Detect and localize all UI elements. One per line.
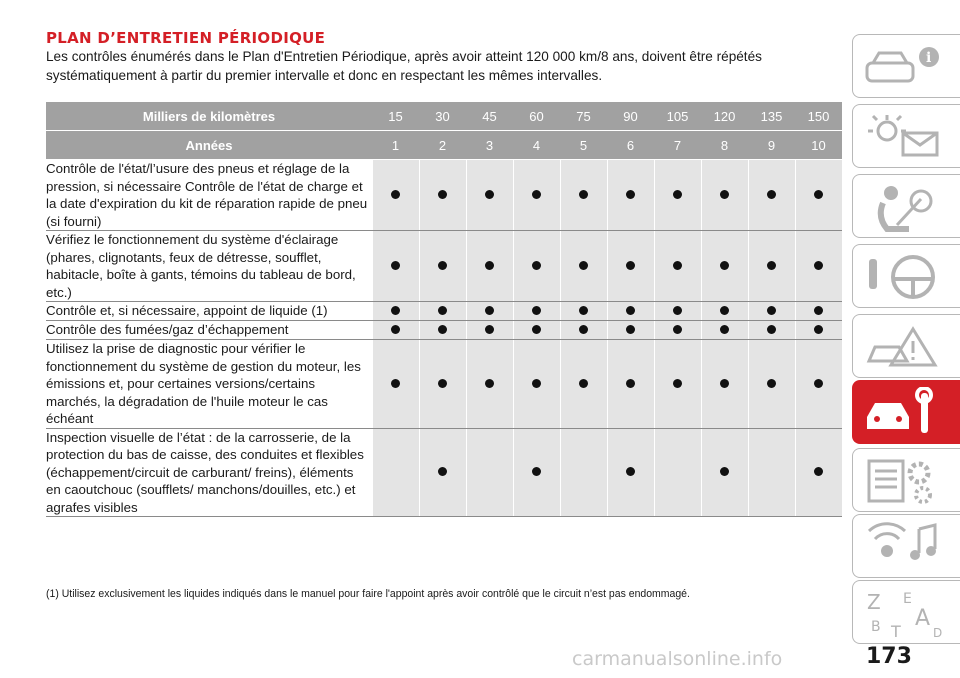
year-value: 8 [701, 131, 748, 160]
year-value: 2 [419, 131, 466, 160]
specs-gears-icon [863, 455, 943, 507]
interval-cell [748, 160, 795, 231]
interval-cell [748, 340, 795, 429]
check-dot-icon [626, 190, 635, 199]
interval-cell [701, 160, 748, 231]
year-value: 9 [748, 131, 795, 160]
check-dot-icon [391, 325, 400, 334]
years-header: Années [46, 131, 372, 160]
check-dot-icon [767, 306, 776, 315]
check-dot-icon [720, 306, 729, 315]
row-label: Vérifiez le fonctionnement du système d'éclairage (phares, clignotants, feux de détresse, soufflet, habitacle, boîte à gants, témoins du tableau de bord, etc.) [46, 231, 372, 302]
interval-cell [795, 428, 842, 517]
interval-cell [513, 340, 560, 429]
check-dot-icon [579, 306, 588, 315]
check-dot-icon [673, 190, 682, 199]
interval-cell [419, 231, 466, 302]
interval-cell [654, 302, 701, 321]
interval-cell [419, 428, 466, 517]
interval-cell [513, 302, 560, 321]
page-title: PLAN D’ENTRETIEN PÉRIODIQUE [46, 29, 326, 47]
interval-cell [372, 302, 419, 321]
check-dot-icon [391, 306, 400, 315]
warning-lights-icon [863, 111, 943, 163]
maintenance-table [46, 102, 842, 517]
check-dot-icon [720, 379, 729, 388]
interval-cell [654, 160, 701, 231]
svg-text:D: D [933, 626, 943, 639]
check-dot-icon [438, 261, 447, 270]
interval-cell [795, 160, 842, 231]
interval-cell [607, 321, 654, 340]
check-dot-icon [814, 379, 823, 388]
km-value: 120 [701, 102, 748, 131]
interval-cell [795, 321, 842, 340]
svg-text:T: T [891, 622, 901, 639]
check-dot-icon [720, 261, 729, 270]
year-value: 4 [513, 131, 560, 160]
interval-cell [419, 321, 466, 340]
interval-cell [560, 160, 607, 231]
check-dot-icon [532, 190, 541, 199]
check-dot-icon [438, 379, 447, 388]
interval-cell [560, 321, 607, 340]
check-dot-icon [673, 261, 682, 270]
years-header-row [46, 131, 842, 160]
chapter-tab[interactable] [852, 580, 960, 644]
check-dot-icon [814, 190, 823, 199]
km-value: 45 [466, 102, 513, 131]
year-value: 1 [372, 131, 419, 160]
interval-cell [748, 231, 795, 302]
interval-cell [607, 160, 654, 231]
check-dot-icon [720, 325, 729, 334]
km-value: 15 [372, 102, 419, 131]
chapter-tab[interactable] [852, 314, 960, 378]
row-label: Utilisez la prise de diagnostic pour vérifier le fonctionnement du système de gestion du moteur, les émissions et, pour certaines versions/certains marchés, la dégradation de l'huile moteur le cas échéant [46, 340, 372, 429]
interval-cell [372, 160, 419, 231]
check-dot-icon [579, 325, 588, 334]
check-dot-icon [767, 190, 776, 199]
interval-cell [607, 428, 654, 517]
interval-cell [372, 340, 419, 429]
year-value: 5 [560, 131, 607, 160]
row-label: Contrôle et, si nécessaire, appoint de liquide (1) [46, 302, 372, 321]
interval-cell [560, 231, 607, 302]
svg-text:A: A [915, 606, 931, 631]
check-dot-icon [391, 379, 400, 388]
km-value: 105 [654, 102, 701, 131]
year-value: 6 [607, 131, 654, 160]
check-dot-icon [485, 379, 494, 388]
km-header-row [46, 102, 842, 131]
year-value: 7 [654, 131, 701, 160]
check-dot-icon [485, 190, 494, 199]
interval-cell [560, 340, 607, 429]
car-accident-icon [863, 321, 943, 373]
check-dot-icon [438, 306, 447, 315]
interval-cell [419, 340, 466, 429]
interval-cell [466, 321, 513, 340]
check-dot-icon [485, 306, 494, 315]
chapter-tab[interactable] [852, 174, 960, 238]
year-value: 10 [795, 131, 842, 160]
interval-cell [607, 302, 654, 321]
check-dot-icon [673, 325, 682, 334]
check-dot-icon [626, 306, 635, 315]
check-dot-icon [532, 306, 541, 315]
svg-text:E: E [903, 591, 912, 607]
check-dot-icon [767, 379, 776, 388]
multimedia-icon [863, 521, 943, 573]
table-row [46, 302, 842, 321]
steering-wheel-icon [863, 251, 943, 303]
alphabetical-index-icon [863, 587, 943, 639]
chapter-tab[interactable] [852, 34, 960, 98]
interval-cell [607, 231, 654, 302]
interval-cell [466, 231, 513, 302]
interval-cell [795, 231, 842, 302]
interval-cell [372, 428, 419, 517]
check-dot-icon [673, 379, 682, 388]
row-label: Contrôle des fumées/gaz d’échappement [46, 321, 372, 340]
row-label: Inspection visuelle de l’état : de la carrosserie, de la protection du bas de caisse, des conduites et flexibles (échappement/circuit de carburant/ freins), éléments en caoutchouc (soufflets/ manchons/douilles, etc.) et agrafes visibles [46, 428, 372, 517]
check-dot-icon [673, 306, 682, 315]
km-value: 75 [560, 102, 607, 131]
check-dot-icon [485, 261, 494, 270]
interval-cell [701, 231, 748, 302]
km-value: 90 [607, 102, 654, 131]
interval-cell [372, 321, 419, 340]
km-value: 150 [795, 102, 842, 131]
car-maintenance-icon [863, 387, 943, 439]
interval-cell [560, 428, 607, 517]
check-dot-icon [532, 379, 541, 388]
check-dot-icon [767, 261, 776, 270]
check-dot-icon [767, 325, 776, 334]
year-value: 3 [466, 131, 513, 160]
check-dot-icon [532, 467, 541, 476]
interval-cell [419, 302, 466, 321]
interval-cell [466, 302, 513, 321]
interval-cell [654, 231, 701, 302]
check-dot-icon [626, 379, 635, 388]
chapter-tab[interactable] [852, 448, 960, 512]
interval-cell [701, 321, 748, 340]
interval-cell [654, 321, 701, 340]
table-row [46, 340, 842, 429]
check-dot-icon [391, 261, 400, 270]
km-value: 135 [748, 102, 795, 131]
interval-cell [513, 321, 560, 340]
check-dot-icon [579, 261, 588, 270]
table-body [46, 160, 842, 517]
page-number: 173 [866, 644, 912, 669]
interval-cell [748, 321, 795, 340]
chapter-tab[interactable] [852, 244, 960, 308]
interval-cell [654, 340, 701, 429]
interval-cell [701, 428, 748, 517]
interval-cell [607, 340, 654, 429]
check-dot-icon [626, 467, 635, 476]
row-label: Contrôle de l'état/l’usure des pneus et réglage de la pression, si nécessaire Contrôle de l'état de charge et la date d'expiration du kit de réparation rapide de pneu (si fourni) [46, 160, 372, 231]
km-value: 30 [419, 102, 466, 131]
watermark: carmanualsonline.info [572, 648, 783, 670]
interval-cell [513, 428, 560, 517]
check-dot-icon [814, 306, 823, 315]
check-dot-icon [438, 467, 447, 476]
car-info-icon [863, 41, 943, 93]
check-dot-icon [626, 325, 635, 334]
check-dot-icon [814, 325, 823, 334]
chapter-tab[interactable] [852, 514, 960, 578]
intro-paragraph: Les contrôles énumérés dans le Plan d'Entretien Périodique, après avoir atteint 120 000 km/8 ans, doivent être répétés systématiquement à partir du premier intervalle et donc en respectant les mêmes intervalles. [46, 49, 762, 83]
table-row [46, 428, 842, 517]
footnote: (1) Utilisez exclusivement les liquides indiqués dans le manuel pour faire l'appoint après avoir contrôlé que le circuit n’est pas endommagé. [46, 588, 690, 600]
km-value: 60 [513, 102, 560, 131]
check-dot-icon [391, 190, 400, 199]
svg-text:i: i [926, 50, 932, 66]
check-dot-icon [814, 261, 823, 270]
interval-cell [466, 340, 513, 429]
check-dot-icon [814, 467, 823, 476]
interval-cell [795, 340, 842, 429]
interval-cell [701, 340, 748, 429]
interval-cell [560, 302, 607, 321]
interval-cell [372, 231, 419, 302]
check-dot-icon [438, 325, 447, 334]
table-row [46, 321, 842, 340]
table-row [46, 231, 842, 302]
check-dot-icon [532, 325, 541, 334]
interval-cell [466, 428, 513, 517]
interval-cell [795, 302, 842, 321]
check-dot-icon [626, 261, 635, 270]
chapter-tab[interactable] [852, 104, 960, 168]
seat-airbag-icon [863, 181, 943, 233]
check-dot-icon [532, 261, 541, 270]
interval-cell [654, 428, 701, 517]
check-dot-icon [720, 190, 729, 199]
interval-cell [701, 302, 748, 321]
interval-cell [748, 428, 795, 517]
km-header: Milliers de kilomètres [46, 102, 372, 131]
interval-cell [748, 302, 795, 321]
check-dot-icon [579, 379, 588, 388]
table-row [46, 160, 842, 231]
interval-cell [513, 160, 560, 231]
interval-cell [419, 160, 466, 231]
chapter-tab[interactable] [852, 380, 960, 444]
interval-cell [513, 231, 560, 302]
check-dot-icon [579, 190, 588, 199]
check-dot-icon [485, 325, 494, 334]
svg-text:B: B [871, 619, 881, 635]
interval-cell [466, 160, 513, 231]
check-dot-icon [720, 467, 729, 476]
svg-text:Z: Z [867, 590, 881, 614]
check-dot-icon [438, 190, 447, 199]
